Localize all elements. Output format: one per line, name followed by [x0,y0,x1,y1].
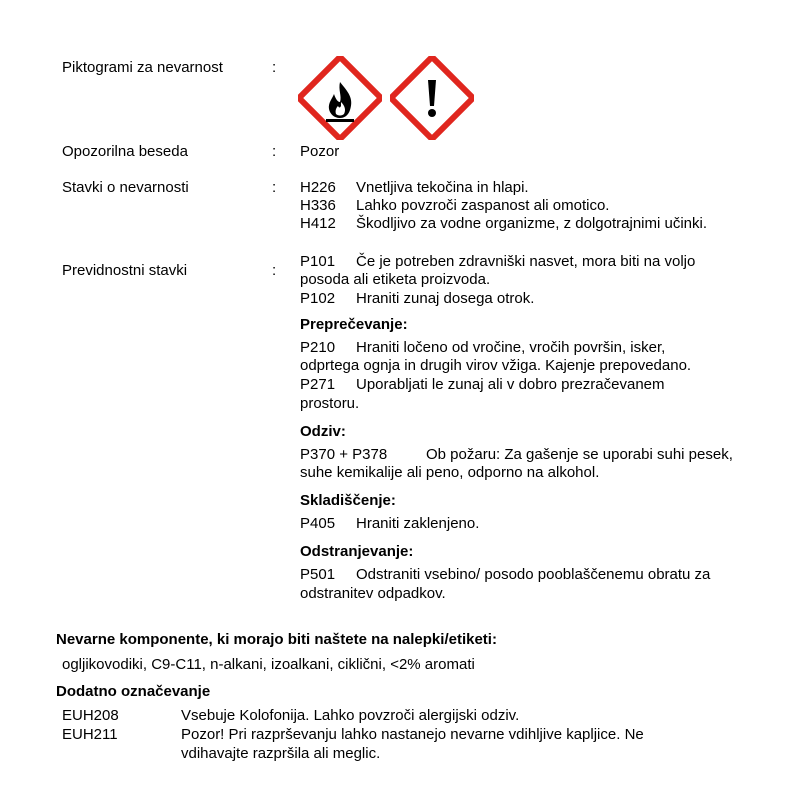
hazard-statement [300,197,760,215]
precaution-code: P405 [300,515,336,532]
precaution-text: Hraniti ločeno od vročine, vročih površin, isker, [356,339,666,356]
exclamation-icon [390,56,474,140]
hazard-statements-label: Stavki o nevarnosti [62,179,189,196]
hazard-text: Lahko povzroči zaspanost ali omotico. [356,197,610,214]
pictograms-label: Piktogrami za nevarnost [62,59,223,76]
precaution-code: P210 [300,339,336,356]
precaution-text: Odstraniti vsebino/ posodo pooblaščenemu obratu za [356,566,711,583]
hazard-statement [300,215,760,233]
precaution-text-cont: suhe kemikalije ali peno, odporno na alkohol. [300,464,600,481]
hazardous-components-text: ogljikovodiki, C9-C11, n-alkani, izoalkani, ciklični, <2% aromati [62,656,475,673]
additional-labelling-heading: Dodatno označevanje [56,683,211,700]
precaution-statement [300,253,760,271]
precaution-text: Če je potreben zdravniški nasvet, mora biti na voljo [356,253,696,270]
precaution-statement [300,566,760,584]
hazard-statement [300,179,760,197]
precaution-statement [300,339,760,357]
euh-code: EUH208 [62,707,119,724]
precautionary-label: Previdnostni stavki [62,262,188,279]
signal-word-colon: : [272,143,277,160]
precaution-code: P501 [300,566,336,583]
precaution-text: Uporabljati le zunaj ali v dobro prezračevanem [356,376,665,393]
precaution-text-cont: odstranitev odpadkov. [300,585,446,602]
response-heading: Odziv: [300,423,346,440]
precaution-text: Hraniti zaklenjeno. [356,515,480,532]
precaution-statement [300,376,760,394]
flame-icon [298,56,382,140]
precaution-statement [300,290,760,308]
precaution-text-cont: prostoru. [300,395,360,412]
disposal-heading: Odstranjevanje: [300,543,414,560]
hazard-code: H412 [300,215,336,232]
precaution-code: P102 [300,290,336,307]
hazard-code: H336 [300,197,336,214]
euh-text: Vsebuje Kolofonija. Lahko povzroči alergijski odziv. [181,707,520,724]
hazardous-components-heading: Nevarne komponente, ki morajo biti naštete na nalepki/etiketi: [56,631,497,648]
hazard-text: Vnetljiva tekočina in hlapi. [356,179,529,196]
prevention-heading: Preprečevanje: [300,316,408,333]
pictograms-colon: : [272,59,277,76]
precaution-statement [300,515,760,533]
precaution-statement [300,446,733,464]
precaution-code: P101 [300,253,336,270]
precaution-text-cont: posoda ali etiketa proizvoda. [300,271,491,288]
precaution-code: P271 [300,376,336,393]
precaution-code: P370 + P378 [300,446,388,463]
euh-code: EUH211 [62,726,118,743]
euh-text-cont: vdihavajte razpršila ali meglic. [181,745,381,762]
precautionary-colon: : [272,262,277,279]
hazard-text: Škodljivo za vodne organizme, z dolgotrajnimi učinki. [356,215,708,232]
precaution-text: Hraniti zunaj dosega otrok. [356,290,535,307]
precaution-text: Ob požaru: Za gašenje se uporabi suhi pesek, [426,446,733,463]
signal-word-value: Pozor [300,143,340,160]
precaution-text-cont: odprtega ognja in drugih virov vžiga. Kajenje prepovedano. [300,357,692,374]
signal-word-label: Opozorilna beseda [62,143,188,160]
euh-text: Pozor! Pri razprševanju lahko nastanejo nevarne vdihljive kapljice. Ne [181,726,644,743]
storage-heading: Skladiščenje: [300,492,396,509]
hazard-statements-colon: : [272,179,277,196]
hazard-code: H226 [300,179,336,196]
